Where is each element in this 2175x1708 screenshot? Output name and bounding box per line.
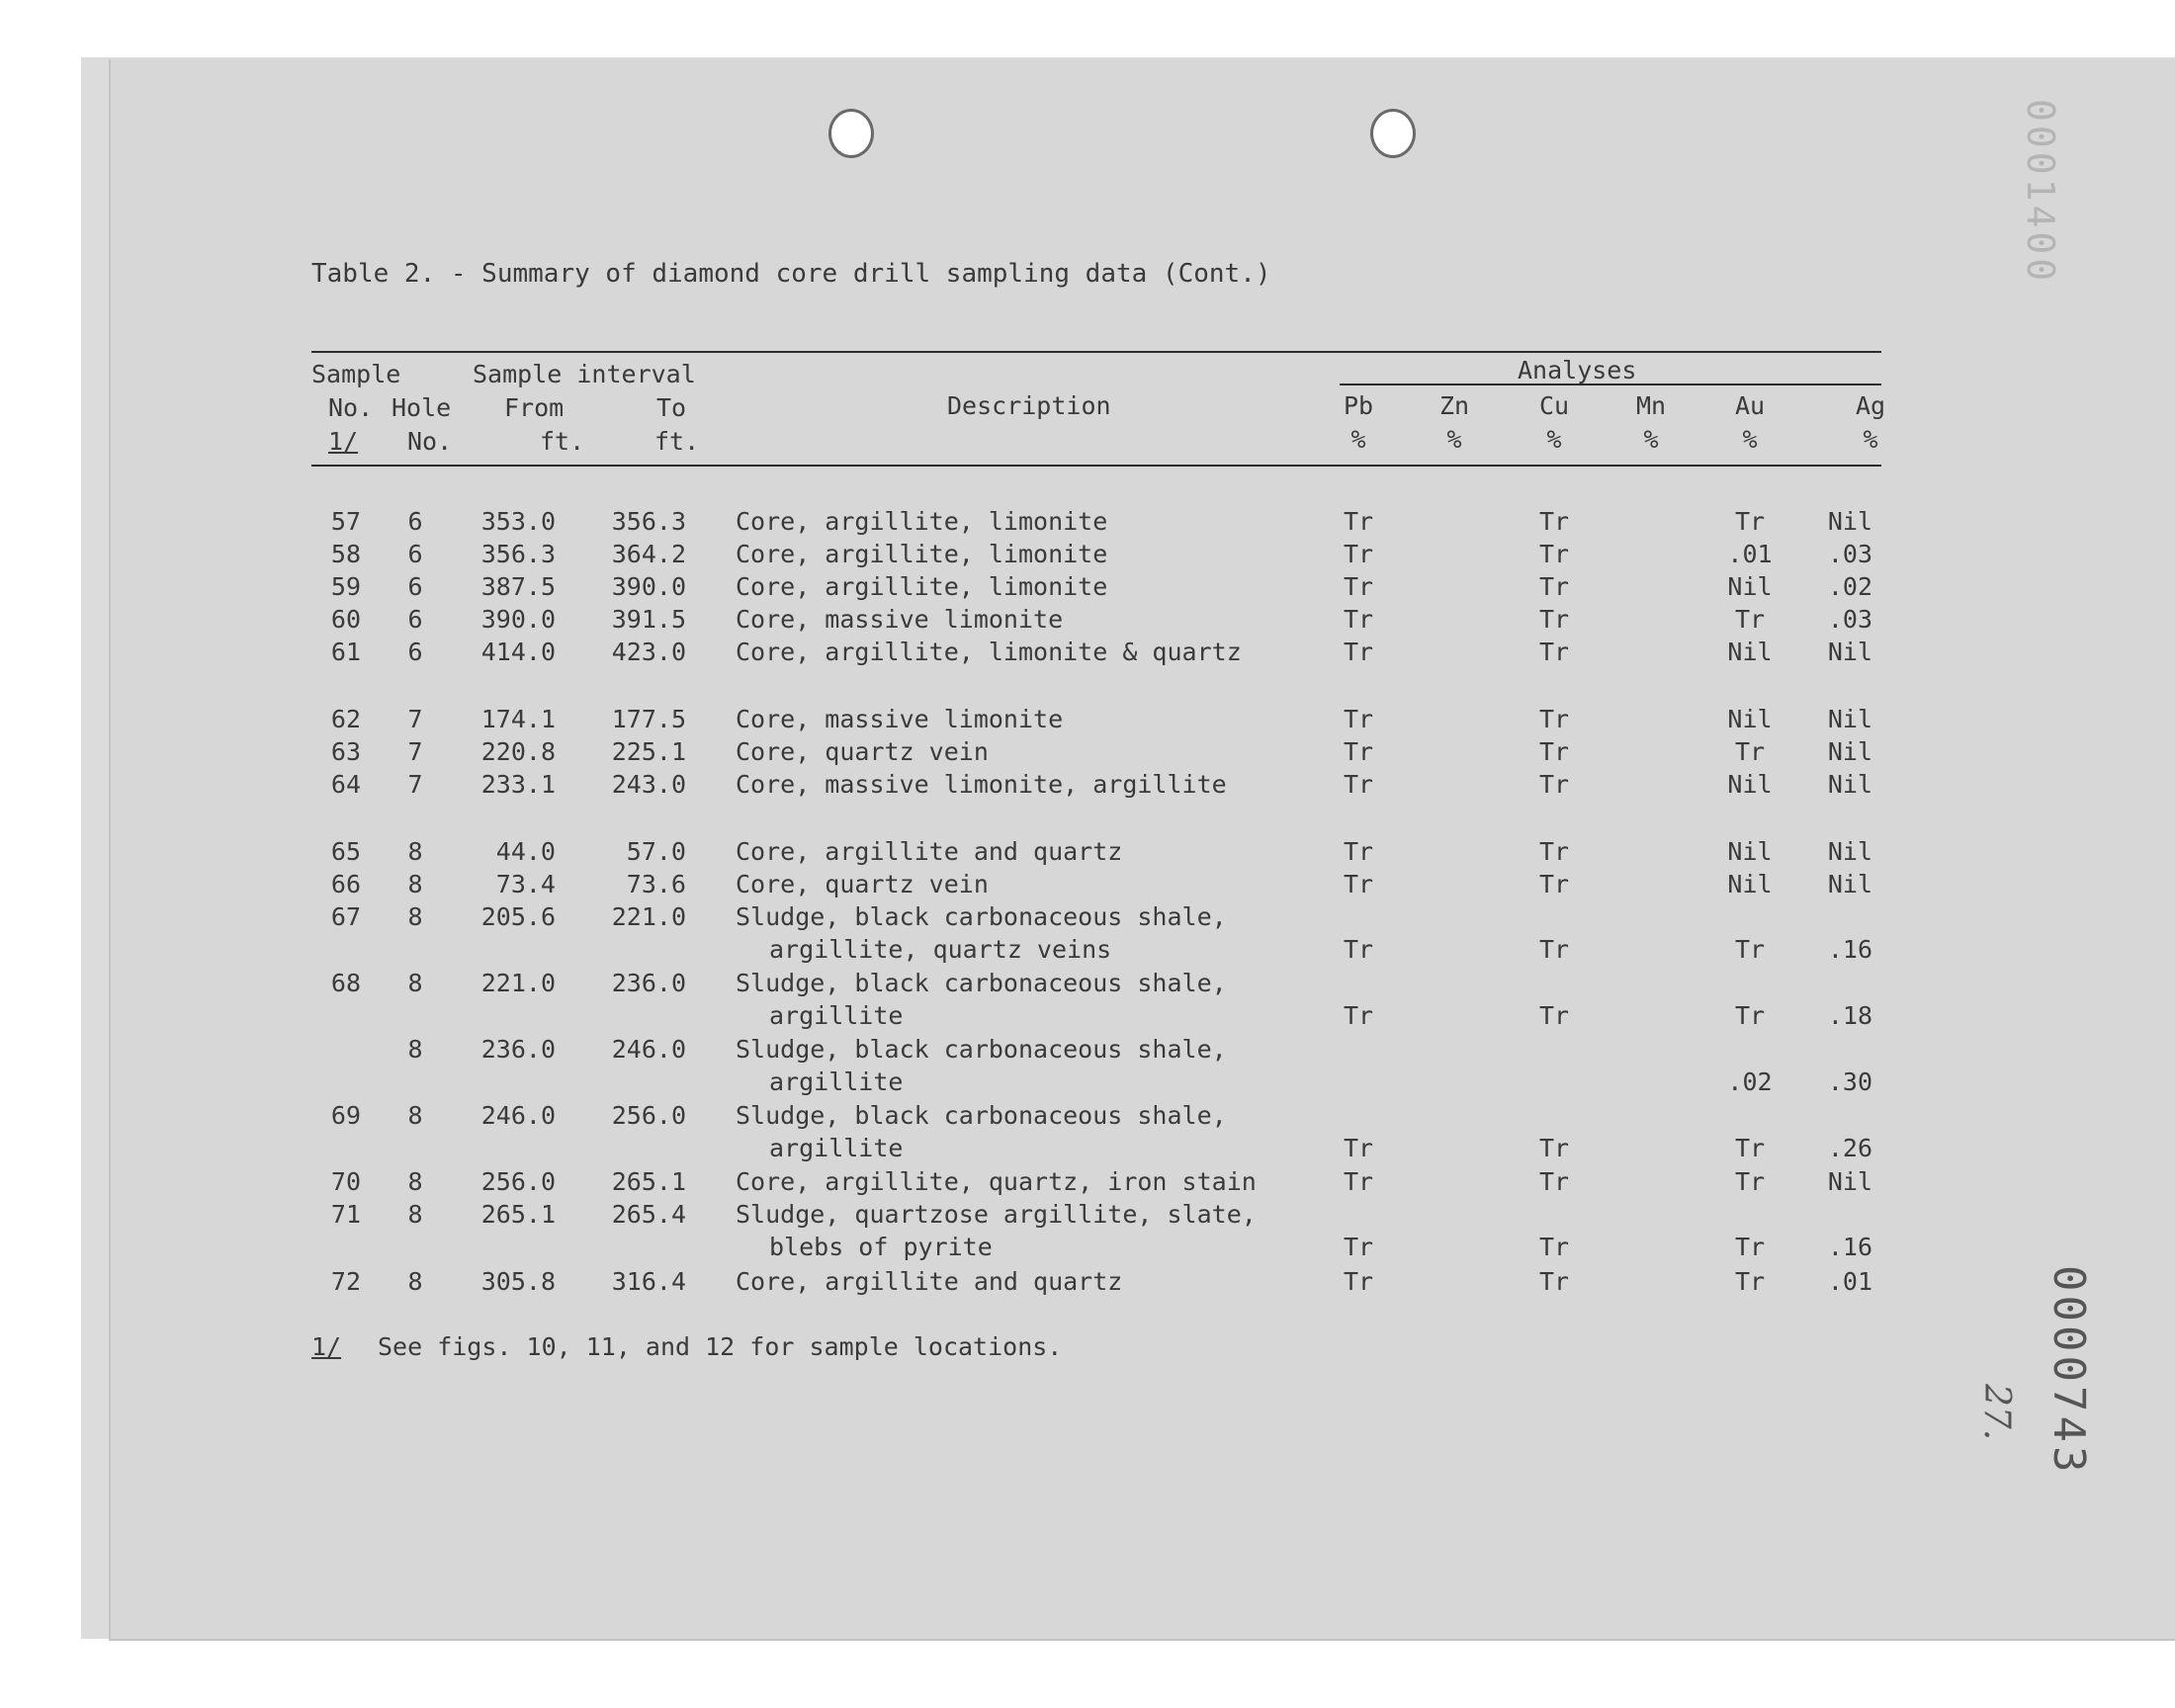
punch-hole-left	[828, 109, 874, 158]
cell-pb: Tr	[1343, 540, 1374, 568]
cell-au: Tr	[1734, 1267, 1766, 1296]
cell-hole-no: 8	[407, 1101, 423, 1130]
cell-description: Core, massive limonite	[736, 605, 1064, 634]
cell-from: 236.0	[480, 1035, 556, 1064]
cell-hole-no: 7	[407, 737, 423, 766]
cell-cu: Tr	[1538, 572, 1570, 601]
cell-sample-no: 59	[330, 572, 361, 601]
cell-hole-no: 6	[407, 540, 423, 568]
cell-ag: .30	[1827, 1068, 1872, 1096]
header-analyte-unit-0: %	[1350, 425, 1366, 454]
cell-to: 73.6	[626, 870, 686, 898]
cell-ag: .18	[1827, 1001, 1872, 1030]
header-analyses: Analyses	[1518, 356, 1637, 384]
cell-au: Tr	[1734, 935, 1766, 964]
cell-pb: Tr	[1343, 1001, 1374, 1030]
cell-sample-no: 63	[330, 737, 361, 766]
cell-au: Nil	[1727, 705, 1773, 733]
page-number: 27.	[1976, 1384, 2017, 1441]
header-from: From	[504, 393, 565, 422]
cell-ag: .02	[1827, 572, 1872, 601]
cell-description: blebs of pyrite	[769, 1233, 993, 1261]
header-analyte-unit-3: %	[1643, 425, 1659, 454]
cell-from: 353.0	[480, 507, 556, 536]
cell-to: 236.0	[611, 969, 686, 997]
header-sample: Sample	[311, 360, 401, 388]
header-analyte-2: Cu	[1538, 391, 1570, 420]
cell-cu: Tr	[1538, 1134, 1570, 1162]
header-bottom-rule	[311, 465, 1881, 467]
doc-number-stamp: 0000743	[2044, 1265, 2094, 1477]
cell-description: argillite	[769, 1068, 904, 1096]
cell-from: 390.0	[480, 605, 556, 634]
cell-pb: Tr	[1343, 705, 1374, 733]
cell-cu: Tr	[1538, 605, 1570, 634]
cell-ag: Nil	[1827, 770, 1872, 799]
cell-to: 246.0	[611, 1035, 686, 1064]
cell-au: Tr	[1734, 737, 1766, 766]
cell-from: 233.1	[480, 770, 556, 799]
cell-to: 356.3	[611, 507, 686, 536]
cell-ag: Nil	[1827, 870, 1872, 898]
cell-description: Core, argillite and quartz	[736, 1267, 1123, 1296]
cell-description: argillite	[769, 1134, 904, 1162]
cell-to: 265.1	[611, 1167, 686, 1196]
cell-pb: Tr	[1343, 870, 1374, 898]
cell-to: 265.4	[611, 1200, 686, 1229]
cell-from: 387.5	[480, 572, 556, 601]
cell-from: 44.0	[495, 837, 556, 866]
faint-doc-number-stamp: 0001400	[2019, 99, 2062, 286]
cell-pb: Tr	[1343, 638, 1374, 666]
cell-au: .02	[1727, 1068, 1773, 1096]
cell-ag: .01	[1827, 1267, 1872, 1296]
table-top-rule	[311, 351, 1881, 353]
cell-sample-no: 67	[330, 902, 361, 931]
cell-from: 221.0	[480, 969, 556, 997]
cell-cu: Tr	[1538, 540, 1570, 568]
header-analyte-4: Au	[1734, 391, 1766, 420]
cell-description: Core, argillite and quartz	[736, 837, 1123, 866]
cell-sample-no: 62	[330, 705, 361, 733]
header-from-unit: ft.	[540, 427, 585, 456]
cell-to: 316.4	[611, 1267, 686, 1296]
cell-to: 390.0	[611, 572, 686, 601]
cell-sample-no: 61	[330, 638, 361, 666]
cell-pb: Tr	[1343, 507, 1374, 536]
header-hole: Hole	[392, 393, 452, 422]
cell-to: 423.0	[611, 638, 686, 666]
header-analyte-0: Pb	[1343, 391, 1374, 420]
cell-description: argillite, quartz veins	[769, 935, 1112, 964]
cell-au: Tr	[1734, 1233, 1766, 1261]
cell-sample-no: 71	[330, 1200, 361, 1229]
cell-description: Sludge, quartzose argillite, slate,	[736, 1200, 1257, 1229]
cell-sample-no: 68	[330, 969, 361, 997]
cell-hole-no: 8	[407, 902, 423, 931]
cell-description: argillite	[769, 1001, 904, 1030]
cell-to: 177.5	[611, 705, 686, 733]
cell-ag: Nil	[1827, 705, 1872, 733]
cell-hole-no: 8	[407, 837, 423, 866]
cell-au: Nil	[1727, 837, 1773, 866]
cell-au: Nil	[1727, 638, 1773, 666]
cell-au: Nil	[1727, 770, 1773, 799]
table-title: Table 2. - Summary of diamond core drill sampling data (Cont.)	[311, 259, 1271, 289]
cell-cu: Tr	[1538, 1001, 1570, 1030]
cell-cu: Tr	[1538, 737, 1570, 766]
cell-to: 221.0	[611, 902, 686, 931]
cell-au: Tr	[1734, 1134, 1766, 1162]
cell-description: Core, quartz vein	[736, 870, 989, 898]
cell-ag: Nil	[1827, 507, 1872, 536]
cell-cu: Tr	[1538, 870, 1570, 898]
cell-from: 205.6	[480, 902, 556, 931]
cell-cu: Tr	[1538, 935, 1570, 964]
cell-hole-no: 8	[407, 870, 423, 898]
cell-ag: Nil	[1827, 737, 1872, 766]
cell-description: Core, argillite, limonite	[736, 507, 1108, 536]
cell-description: Sludge, black carbonaceous shale,	[736, 902, 1227, 931]
cell-description: Core, argillite, limonite	[736, 572, 1108, 601]
cell-cu: Tr	[1538, 1267, 1570, 1296]
cell-from: 414.0	[480, 638, 556, 666]
cell-hole-no: 8	[407, 1167, 423, 1196]
punch-hole-right	[1370, 109, 1416, 158]
cell-sample-no: 60	[330, 605, 361, 634]
cell-description: Core, argillite, limonite	[736, 540, 1108, 568]
cell-sample-no: 64	[330, 770, 361, 799]
cell-ag: .16	[1827, 935, 1872, 964]
cell-to: 256.0	[611, 1101, 686, 1130]
cell-sample-no: 57	[330, 507, 361, 536]
header-description: Description	[947, 391, 1111, 420]
footnote-text: See figs. 10, 11, and 12 for sample locations.	[378, 1332, 1063, 1361]
cell-au: Tr	[1734, 1167, 1766, 1196]
cell-sample-no: 66	[330, 870, 361, 898]
cell-cu: Tr	[1538, 507, 1570, 536]
cell-hole-no: 6	[407, 638, 423, 666]
cell-to: 391.5	[611, 605, 686, 634]
cell-pb: Tr	[1343, 572, 1374, 601]
header-sample-interval: Sample interval	[473, 360, 696, 388]
cell-to: 225.1	[611, 737, 686, 766]
header-analyte-unit-5: %	[1863, 425, 1878, 454]
cell-pb: Tr	[1343, 1167, 1374, 1196]
cell-from: 246.0	[480, 1101, 556, 1130]
cell-cu: Tr	[1538, 638, 1570, 666]
header-analyte-5: Ag	[1855, 391, 1886, 420]
header-analyte-unit-1: %	[1446, 425, 1462, 454]
cell-pb: Tr	[1343, 1134, 1374, 1162]
cell-cu: Tr	[1538, 1167, 1570, 1196]
header-analyte-1: Zn	[1438, 391, 1470, 420]
cell-description: Core, quartz vein	[736, 737, 989, 766]
cell-sample-no: 69	[330, 1101, 361, 1130]
cell-pb: Tr	[1343, 935, 1374, 964]
cell-au: Nil	[1727, 870, 1773, 898]
cell-pb: Tr	[1343, 605, 1374, 634]
cell-sample-no: 58	[330, 540, 361, 568]
cell-description: Sludge, black carbonaceous shale,	[736, 1101, 1227, 1130]
cell-hole-no: 8	[407, 969, 423, 997]
cell-ag: Nil	[1827, 1167, 1872, 1196]
cell-hole-no: 8	[407, 1267, 423, 1296]
cell-description: Core, argillite, limonite & quartz	[736, 638, 1242, 666]
cell-hole-no: 8	[407, 1200, 423, 1229]
cell-from: 305.8	[480, 1267, 556, 1296]
cell-hole-no: 8	[407, 1035, 423, 1064]
cell-pb: Tr	[1343, 1233, 1374, 1261]
header-to: To	[656, 393, 687, 422]
header-analyte-unit-4: %	[1742, 425, 1758, 454]
cell-cu: Tr	[1538, 705, 1570, 733]
cell-ag: Nil	[1827, 837, 1872, 866]
cell-to: 243.0	[611, 770, 686, 799]
cell-pb: Tr	[1343, 837, 1374, 866]
cell-description: Core, argillite, quartz, iron stain	[736, 1167, 1257, 1196]
cell-ag: .26	[1827, 1134, 1872, 1162]
cell-from: 174.1	[480, 705, 556, 733]
cell-pb: Tr	[1343, 737, 1374, 766]
header-hole-no: No.	[407, 427, 453, 456]
cell-description: Core, massive limonite	[736, 705, 1064, 733]
cell-sample-no: 72	[330, 1267, 361, 1296]
cell-ag: .03	[1827, 540, 1872, 568]
cell-au: Tr	[1734, 1001, 1766, 1030]
header-sample-no: No.	[328, 393, 374, 422]
cell-sample-no: 65	[330, 837, 361, 866]
cell-pb: Tr	[1343, 1267, 1374, 1296]
cell-from: 256.0	[480, 1167, 556, 1196]
header-analyte-3: Mn	[1635, 391, 1667, 420]
cell-hole-no: 7	[407, 770, 423, 799]
cell-description: Sludge, black carbonaceous shale,	[736, 969, 1227, 997]
cell-cu: Tr	[1538, 770, 1570, 799]
header-sample-footnote: 1/	[328, 427, 359, 456]
cell-hole-no: 7	[407, 705, 423, 733]
cell-au: .01	[1727, 540, 1773, 568]
cell-from: 220.8	[480, 737, 556, 766]
cell-hole-no: 6	[407, 507, 423, 536]
cell-from: 73.4	[495, 870, 556, 898]
cell-cu: Tr	[1538, 837, 1570, 866]
cell-to: 364.2	[611, 540, 686, 568]
cell-from: 356.3	[480, 540, 556, 568]
cell-description: Core, massive limonite, argillite	[736, 770, 1227, 799]
cell-au: Tr	[1734, 605, 1766, 634]
cell-au: Tr	[1734, 507, 1766, 536]
header-analyte-unit-2: %	[1546, 425, 1562, 454]
cell-from: 265.1	[480, 1200, 556, 1229]
cell-ag: .16	[1827, 1233, 1872, 1261]
cell-description: Sludge, black carbonaceous shale,	[736, 1035, 1227, 1064]
cell-pb: Tr	[1343, 770, 1374, 799]
cell-sample-no: 70	[330, 1167, 361, 1196]
cell-hole-no: 6	[407, 605, 423, 634]
cell-ag: Nil	[1827, 638, 1872, 666]
cell-to: 57.0	[626, 837, 686, 866]
cell-hole-no: 6	[407, 572, 423, 601]
cell-ag: .03	[1827, 605, 1872, 634]
footnote-marker: 1/	[311, 1332, 342, 1361]
header-to-unit: ft.	[654, 427, 700, 456]
cell-au: Nil	[1727, 572, 1773, 601]
cell-cu: Tr	[1538, 1233, 1570, 1261]
